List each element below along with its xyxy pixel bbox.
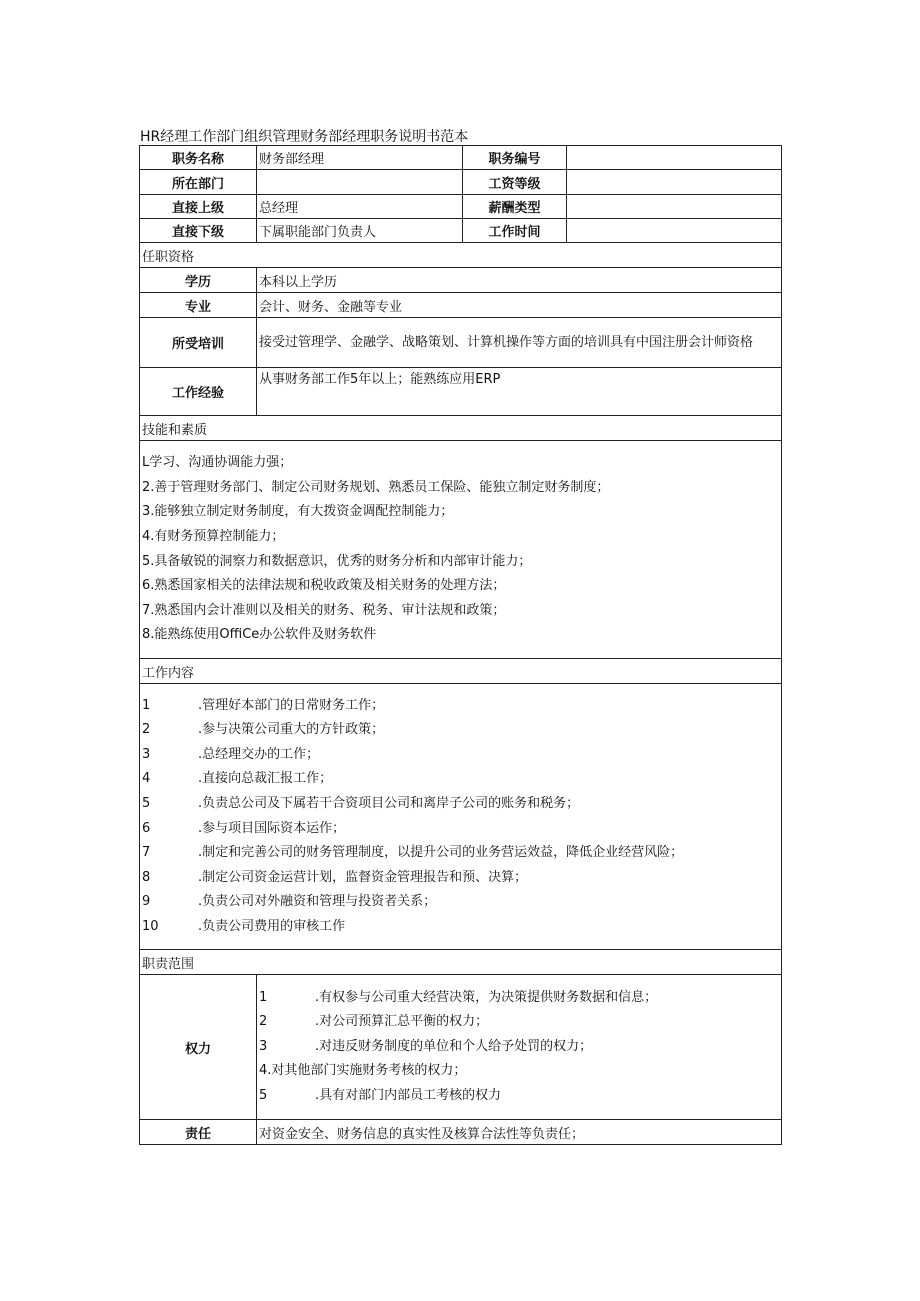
- power-item-text: .具有对部门内部员工考核的权力: [315, 1087, 502, 1103]
- superior-label: 直接上级: [140, 195, 257, 219]
- work-list-row: [140, 684, 782, 950]
- qualifications-heading-row: [140, 243, 782, 268]
- power-item-text: .对公司预算汇总平衡的权力；: [315, 1014, 489, 1030]
- responsibility-row: [140, 1120, 782, 1145]
- pay-type-label: 薪酬类型: [463, 195, 567, 219]
- work-item-text: .总经理交办的工作；: [198, 746, 320, 762]
- job-description-table: [139, 145, 782, 1145]
- power-item: [259, 1010, 779, 1035]
- work-item-text: .管理好本部门的日常财务工作；: [198, 697, 385, 713]
- work-item: [142, 817, 779, 842]
- power-item: [259, 1059, 779, 1084]
- pay-type-value: [567, 195, 782, 219]
- power-item: [259, 986, 779, 1011]
- work-item-number: 6: [142, 820, 151, 836]
- work-item-number: 2: [142, 722, 151, 738]
- major-value: 会计、财务、金融等专业: [257, 293, 782, 318]
- row-experience: [140, 368, 782, 416]
- skill-item: 2.善于管理财务部门、制定公司财务规划、熟悉员工保险、能独立制定财务制度；: [142, 479, 610, 495]
- work-item-number: 3: [142, 746, 151, 762]
- skills-list-row: [140, 441, 782, 659]
- power-item-text: .对违反财务制度的单位和个人给予处罚的权力；: [315, 1038, 593, 1054]
- power-item-text: .有权参与公司重大经营决策，为决策提供财务数据和信息；: [315, 989, 658, 1005]
- department-value: [257, 170, 463, 195]
- subordinate-label: 直接下级: [140, 219, 257, 243]
- power-item-text: .对其他部门实施财务考核的权力；: [267, 1063, 467, 1079]
- skill-item: 5.具备敏锐的洞察力和数据意识，优秀的财务分析和内部审计能力；: [142, 553, 532, 569]
- power-item: [259, 1084, 779, 1109]
- work-list: [140, 684, 782, 950]
- qualifications-heading: 任职资格: [140, 243, 782, 268]
- work-item: [142, 694, 779, 719]
- major-label: 专业: [140, 293, 257, 318]
- department-label: 所在部门: [140, 170, 257, 195]
- responsibility-label: 责任: [140, 1120, 257, 1145]
- power-label: 权力: [140, 975, 257, 1120]
- power-row: [140, 975, 782, 1120]
- work-item: [142, 767, 779, 792]
- work-item: [142, 866, 779, 891]
- job-name-value: 财务部经理: [257, 146, 463, 170]
- education-label: 学历: [140, 268, 257, 293]
- skill-item: 7.熟悉国内会计准则以及相关的财务、税务、审计法规和政策；: [142, 602, 506, 618]
- work-item-number: 8: [142, 869, 151, 885]
- skill-item: 4.有财务预算控制能力；: [142, 528, 285, 544]
- work-item: [142, 743, 779, 768]
- work-item: [142, 841, 779, 866]
- work-item-number: 9: [142, 894, 151, 910]
- experience-label: 工作经验: [140, 368, 257, 416]
- skill-item: L学习、沟通协调能力强；: [142, 455, 293, 471]
- work-heading: 工作内容: [140, 659, 782, 684]
- work-item: [142, 792, 779, 817]
- scope-heading-row: [140, 950, 782, 975]
- work-item-number: 7: [142, 845, 151, 861]
- work-item-text: .参与决策公司重大的方针政策；: [198, 722, 385, 738]
- salary-grade-value: [567, 170, 782, 195]
- education-value: 本科以上学历: [257, 268, 782, 293]
- skill-item: 8.能熟练使用OffiCe办公软件及财务软件: [142, 627, 377, 643]
- job-code-value: [567, 146, 782, 170]
- skills-heading-row: [140, 416, 782, 441]
- work-item-text: .负责公司费用的审核工作: [198, 918, 346, 934]
- job-name-label: 职务名称: [140, 146, 257, 170]
- work-item-text: .制定和完善公司的财务管理制度，以提升公司的业务营运效益，降低企业经营风险；: [198, 845, 684, 861]
- work-item-number: 5: [142, 795, 151, 811]
- work-item-text: .负责总公司及下属若干合资项目公司和离岸子公司的账务和税务；: [198, 795, 580, 811]
- superior-value: 总经理: [257, 195, 463, 219]
- work-time-value: [567, 219, 782, 243]
- work-item-text: .制定公司资金运营计划，监督资金管理报告和预、决算；: [198, 869, 528, 885]
- training-label: 所受培训: [140, 318, 257, 368]
- work-item-text: .直接向总裁汇报工作；: [198, 771, 333, 787]
- row-major: [140, 293, 782, 318]
- skill-item: 3.能够独立制定财务制度，有大拨资金调配控制能力；: [142, 504, 454, 520]
- work-item-number: 10: [142, 918, 159, 934]
- work-heading-row: [140, 659, 782, 684]
- power-item-number: 5: [259, 1087, 268, 1103]
- power-item-number: 4: [259, 1063, 268, 1079]
- power-item-number: 2: [259, 1014, 268, 1030]
- skill-item: 6.熟悉国家相关的法律法规和税收政策及相关财务的处理方法；: [142, 578, 506, 594]
- work-item-text: .参与项目国际资本运作；: [198, 820, 346, 836]
- responsibility-value: 对资金安全、财务信息的真实性及核算合法性等负责任；: [257, 1120, 782, 1145]
- training-value: 接受过管理学、金融学、战略策划、计算机操作等方面的培训具有中国注册会计师资格: [257, 318, 782, 368]
- experience-value: 从事财务部工作5年以上；能熟练应用ERP: [257, 368, 782, 416]
- work-item: [142, 890, 779, 915]
- skills-list: [140, 441, 782, 659]
- row-subordinate: [140, 219, 782, 243]
- power-item: [259, 1035, 779, 1060]
- work-item-number: 1: [142, 697, 151, 713]
- work-item-number: 4: [142, 771, 151, 787]
- power-item-number: 1: [259, 989, 268, 1005]
- row-superior: [140, 195, 782, 219]
- row-training: [140, 318, 782, 368]
- work-item: [142, 915, 779, 940]
- skills-heading: 技能和素质: [140, 416, 782, 441]
- work-item: [142, 718, 779, 743]
- row-job-name: [140, 146, 782, 170]
- row-education: [140, 268, 782, 293]
- work-time-label: 工作时间: [463, 219, 567, 243]
- scope-heading: 职责范围: [140, 950, 782, 975]
- salary-grade-label: 工资等级: [463, 170, 567, 195]
- job-code-label: 职务编号: [463, 146, 567, 170]
- subordinate-value: 下属职能部门负责人: [257, 219, 463, 243]
- document-title: HR经理工作部门组织管理财务部经理职务说明书范本: [140, 129, 469, 145]
- power-item-number: 3: [259, 1038, 268, 1054]
- row-department: [140, 170, 782, 195]
- power-list: [257, 975, 782, 1120]
- work-item-text: .负责公司对外融资和管理与投资者关系；: [198, 894, 437, 910]
